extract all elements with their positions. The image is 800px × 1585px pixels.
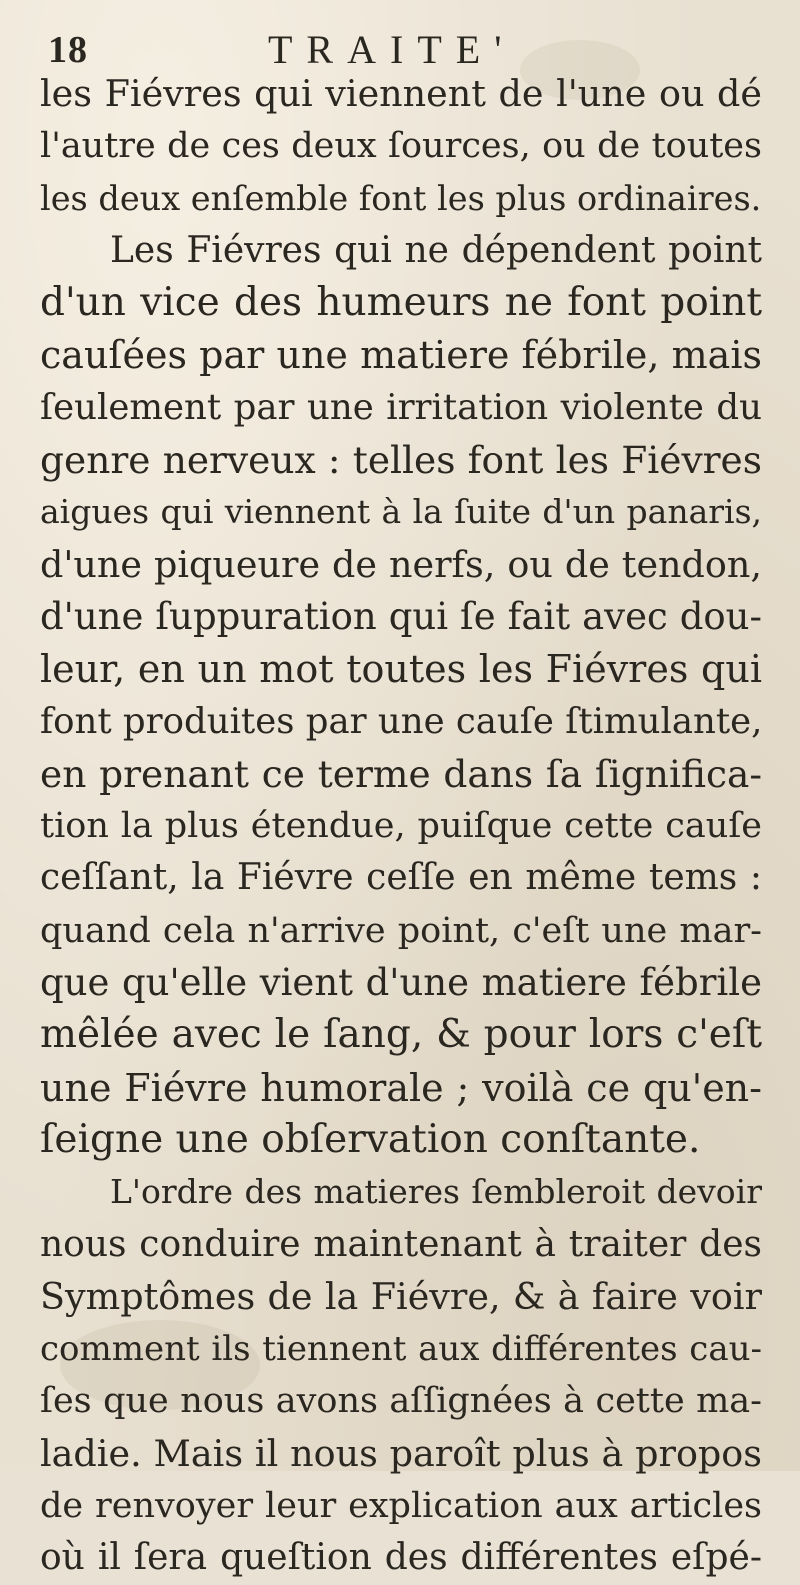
text-line: font produites par une cauſe ſtimulante, xyxy=(40,700,762,742)
text-line: ceſſant, la Fiévre ceſſe en même tems : xyxy=(40,857,762,899)
running-head: TRAITE' xyxy=(268,27,516,72)
text-line: comment ils tiennent aux différentes cau- xyxy=(40,1329,762,1370)
text-line: ſeulement par une irritation violente du xyxy=(40,386,762,428)
text-line: mêlée avec le ſang, & pour lors c'eſt xyxy=(40,1012,762,1058)
page-number: 18 xyxy=(48,29,88,71)
text-line: d'une piqueure de nerfs, ou de tendon, xyxy=(40,542,762,586)
text-line: L'ordre des matieres ſembleroit devoir xyxy=(110,1172,762,1212)
text-line: l'autre de ces deux ſources, ou de toutes xyxy=(40,126,762,167)
text-line: tion la plus étendue, puiſque cette cauſe xyxy=(40,806,762,847)
text-line: en prenant ce terme dans ſa ſignifica- xyxy=(40,751,762,796)
text-line: de renvoyer leur explication aux articles xyxy=(40,1486,762,1527)
text-line: genre nerveux : telles font les Fiévres xyxy=(40,438,762,483)
text-line: que qu'elle vient d'une matiere fébrile xyxy=(40,961,762,1005)
text-line: ladie. Mais il nous paroît plus à propos xyxy=(40,1431,762,1475)
text-line: quand cela n'arrive point, c'eſt une mar- xyxy=(40,910,762,951)
text-line: ſeigne une obſervation conſtante. xyxy=(40,1116,701,1162)
text-line: les Fiévres qui viennent de l'une ou dé xyxy=(40,72,762,115)
text-line: une Fiévre humorale ; voilà ce qu'en- xyxy=(40,1065,762,1110)
text-line: leur, en un mot toutes les Fiévres qui xyxy=(40,647,762,692)
text-line: Symptômes de la Fiévre, & à faire voir xyxy=(40,1274,762,1318)
text-line: les deux enſemble font les plus ordinaires. xyxy=(40,178,762,218)
text-line: ſes que nous avons aſſignées à cette ma- xyxy=(40,1381,762,1422)
text-line: aigues qui viennent à la ſuite d'un panaris, xyxy=(40,492,762,532)
text-line: cauſées par une matiere fébrile, mais xyxy=(40,333,762,378)
body-text xyxy=(40,68,762,1585)
text-line: d'une ſuppuration qui ſe fait avec dou- xyxy=(40,594,762,638)
text-line: nous conduire maintenant à traiter des xyxy=(40,1223,762,1265)
text-line: d'un vice des humeurs ne font point xyxy=(40,280,762,326)
text-line: où il ſera queſtion des différentes eſpé- xyxy=(40,1537,762,1579)
text-line: Les Fiévres qui ne dépendent point xyxy=(110,229,762,271)
